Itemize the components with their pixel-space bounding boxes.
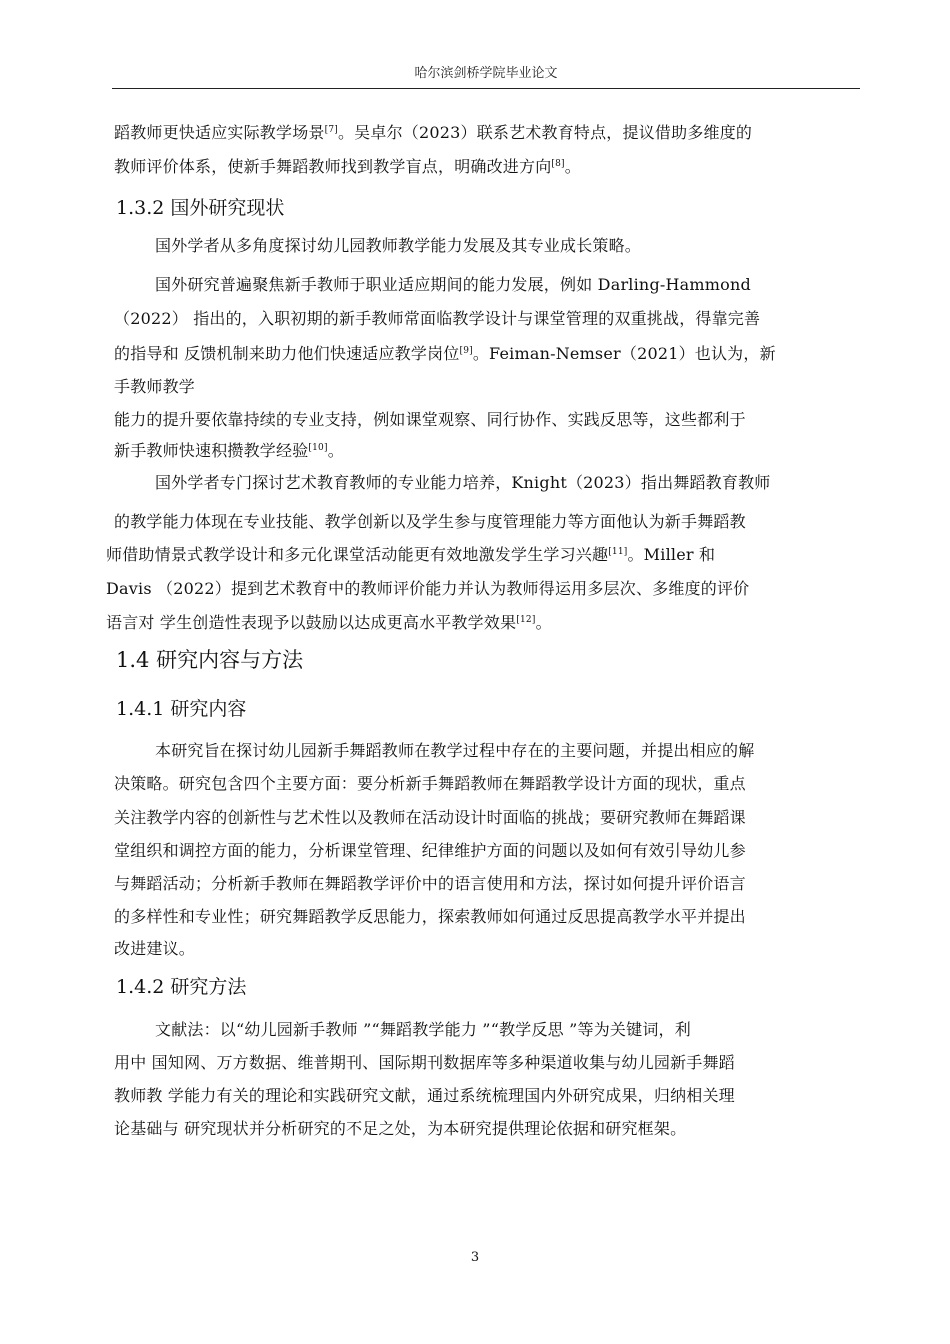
paragraph-line: 与舞蹈活动；分析新手教师在舞蹈教学评价中的语言使用和方法，探讨如何提升评价语言: [114, 874, 746, 893]
header-rule: [112, 88, 860, 89]
paragraph-line: 用中 国知网、万方数据、维普期刊、国际期刊数据库等多种渠道收集与幼儿园新手舞蹈: [114, 1053, 735, 1072]
paragraph-line: 国外研究普遍聚焦新手教师于职业适应期间的能力发展，例如 Darling-Hammond: [155, 275, 751, 294]
section-heading-1-4-2: 1.4.2 研究方法: [116, 976, 247, 998]
paragraph-line: 能力的提升要依靠持续的专业支持，例如课堂观察、同行协作、实践反思等，这些都利于: [114, 410, 746, 429]
page-header: 哈尔滨剑桥学院毕业论文: [414, 66, 558, 81]
paragraph-line: 语言对 学生创造性表现予以鼓励以达成更高水平教学效果[12]。: [106, 613, 552, 632]
paragraph-line: 决策略。研究包含四个主要方面：要分析新手舞蹈教师在舞蹈教学设计方面的现状，重点: [114, 774, 746, 793]
citation[interactable]: [7]: [324, 125, 338, 135]
paragraph-line: Davis （2022）提到艺术教育中的教师评价能力并认为教师得运用多层次、多维度的评价: [106, 579, 750, 598]
paragraph-line: 教师评价体系，使新手舞蹈教师找到教学盲点，明确改进方向[8]。: [114, 157, 581, 176]
paragraph-line: 的多样性和专业性；研究舞蹈教学反思能力，探索教师如何通过反思提高教学水平并提出: [114, 907, 746, 926]
paragraph-line: 手教师教学: [114, 377, 196, 396]
citation[interactable]: [12]: [516, 615, 536, 625]
citation[interactable]: [10]: [308, 443, 328, 453]
paragraph-line: 改进建议。: [114, 939, 196, 958]
paragraph-line: 的教学能力体现在专业技能、教学创新以及学生参与度管理能力等方面他认为新手舞蹈教: [114, 512, 746, 531]
paragraph-line: 师借助情景式教学设计和多元化课堂活动能更有效地激发学生学习兴趣[11]。Miller 和: [106, 545, 716, 564]
paragraph-line: 文献法：以“幼儿园新手教师 ”“舞蹈教学能力 ”“教学反思 ”等为关键词，利: [155, 1020, 691, 1039]
paragraph-line: 教师教 学能力有关的理论和实践研究文献，通过系统梳理国内外研究成果，归纳相关理: [114, 1086, 735, 1105]
paragraph-line: 蹈教师更快适应实际教学场景[7]。吴卓尔（2023）联系艺术教育特点，提议借助多维度的: [114, 123, 753, 142]
paragraph-line: 关注教学内容的创新性与艺术性以及教师在活动设计时面临的挑战；要研究教师在舞蹈课: [114, 808, 746, 827]
paragraph-line: 的指导和 反馈机制来助力他们快速适应教学岗位[9]。Feiman-Nemser（2021）也认为，新: [114, 344, 776, 363]
citation[interactable]: [8]: [551, 159, 565, 169]
page-number: 3: [470, 1250, 480, 1265]
section-heading-1-4: 1.4 研究内容与方法: [116, 648, 304, 672]
citation[interactable]: [9]: [459, 346, 473, 356]
section-heading-1-4-1: 1.4.1 研究内容: [116, 698, 247, 720]
paragraph-line: 堂组织和调控方面的能力，分析课堂管理、纪律维护方面的问题以及如何有效引导幼儿参: [114, 841, 746, 860]
paragraph-line: 国外学者专门探讨艺术教育教师的专业能力培养，Knight（2023）指出舞蹈教育教师: [155, 473, 771, 492]
paragraph-line: 本研究旨在探讨幼儿园新手舞蹈教师在教学过程中存在的主要问题，并提出相应的解: [155, 741, 755, 760]
paragraph-line: 新手教师快速积攒教学经验[10]。: [114, 441, 344, 460]
paragraph-line: （2022） 指出的，入职初期的新手教师常面临教学设计与课堂管理的双重挑战，得靠完善: [114, 309, 761, 328]
section-heading-1-3-2: 1.3.2 国外研究现状: [116, 197, 285, 219]
paragraph-line: 论基础与 研究现状并分析研究的不足之处，为本研究提供理论依据和研究框架。: [114, 1119, 687, 1138]
paragraph-line: 国外学者从多角度探讨幼儿园教师教学能力发展及其专业成长策略。: [155, 236, 642, 255]
citation[interactable]: [11]: [608, 547, 628, 557]
